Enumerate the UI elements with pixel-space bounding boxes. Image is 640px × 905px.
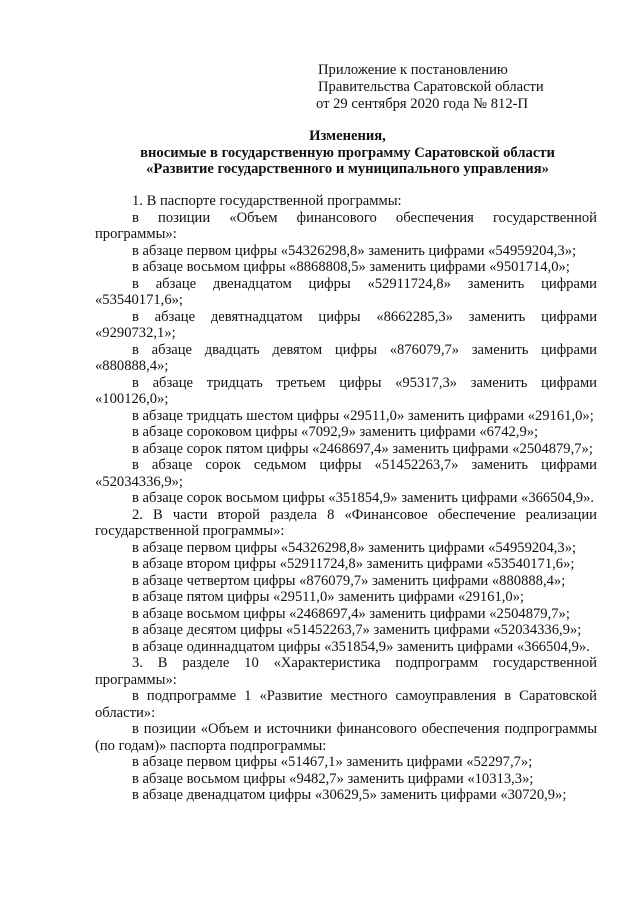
section-2-heading: 2. В части второй раздела 8 «Финансовое обеспечение реализации государственной программы»: <box>95 506 597 539</box>
header-line-3: от 29 сентября 2020 года № 812-П <box>316 96 529 112</box>
document-body <box>95 193 597 804</box>
title-line-1: Изменения, <box>309 128 386 144</box>
paragraph: в абзаце двадцать девятом цифры «876079,7» заменить цифрами «880888,4»; <box>95 341 597 374</box>
section-3-heading: 3. В разделе 10 «Характеристика подпрограмм государственной программы»: <box>95 655 597 688</box>
paragraph: в абзаце двенадцатом цифры «52911724,8» заменить цифрами «53540171,6»; <box>95 275 597 308</box>
paragraph: в абзаце сорок восьмом цифры «351854,9» заменить цифрами «366504,9». <box>132 490 595 506</box>
header-line-2: Правительства Саратовской области <box>318 79 544 95</box>
paragraph: в абзаце втором цифры «52911724,8» заменить цифрами «53540171,6»; <box>132 556 575 572</box>
paragraph: в абзаце тридцать третьем цифры «95317,3» заменить цифрами «100126,0»; <box>95 374 597 407</box>
paragraph: в абзаце одиннадцатом цифры «351854,9» заменить цифрами «366504,9». <box>132 638 590 655</box>
paragraph: в абзаце двенадцатом цифры «30629,5» заменить цифрами «30720,9»; <box>132 787 567 803</box>
paragraph: в абзаце восьмом цифры «9482,7» заменить цифрами «10313,3»; <box>132 770 534 787</box>
paragraph: в позиции «Объем финансового обеспечения государственной программы»: <box>95 209 597 242</box>
approval-header <box>318 62 618 113</box>
document-title <box>60 128 635 178</box>
header-line-1: Приложение к постановлению <box>318 62 508 78</box>
paragraph: в абзаце сороковом цифры «7092,9» заменить цифрами «6742,9»; <box>132 424 539 440</box>
title-line-2: вносимые в государственную программу Саратовской области <box>140 144 555 161</box>
paragraph: в абзаце тридцать шестом цифры «29511,0» заменить цифрами «29161,0»; <box>132 407 594 424</box>
paragraph: в абзаце девятнадцатом цифры «8662285,3» заменить цифрами «9290732,1»; <box>95 308 597 341</box>
paragraph: в абзаце четвертом цифры «876079,7» заменить цифрами «880888,4»; <box>132 572 566 589</box>
paragraph: в абзаце первом цифры «54326298,8» заменить цифрами «54959204,3»; <box>132 539 577 556</box>
section-1-heading: 1. В паспорте государственной программы: <box>132 193 402 209</box>
paragraph: в абзаце сорок пятом цифры «2468697,4» заменить цифрами «2504879,7»; <box>132 440 593 457</box>
paragraph: в подпрограмме 1 «Развитие местного самоуправления в Саратовской области»: <box>95 688 597 721</box>
paragraph: в абзаце десятом цифры «51452263,7» заменить цифрами «52034336,9»; <box>132 622 582 638</box>
paragraph: в абзаце первом цифры «54326298,8» заменить цифрами «54959204,3»; <box>132 242 577 259</box>
paragraph: в абзаце первом цифры «51467,1» заменить цифрами «52297,7»; <box>132 754 533 770</box>
paragraph: в абзаце восьмом цифры «2468697,4» заменить цифрами «2504879,7»; <box>132 605 570 622</box>
title-line-3: «Развитие государственного и муниципального управления» <box>146 161 549 177</box>
paragraph: в позиции «Объем и источники финансового обеспечения подпрограммы (по годам)» паспорта подпрограммы: <box>95 721 597 754</box>
paragraph: в абзаце сорок седьмом цифры «51452263,7» заменить цифрами «52034336,9»; <box>95 457 597 490</box>
paragraph: в абзаце восьмом цифры «8868808,5» заменить цифрами «9501714,0»; <box>132 259 570 275</box>
paragraph: в абзаце пятом цифры «29511,0» заменить цифрами «29161,0»; <box>132 589 525 605</box>
